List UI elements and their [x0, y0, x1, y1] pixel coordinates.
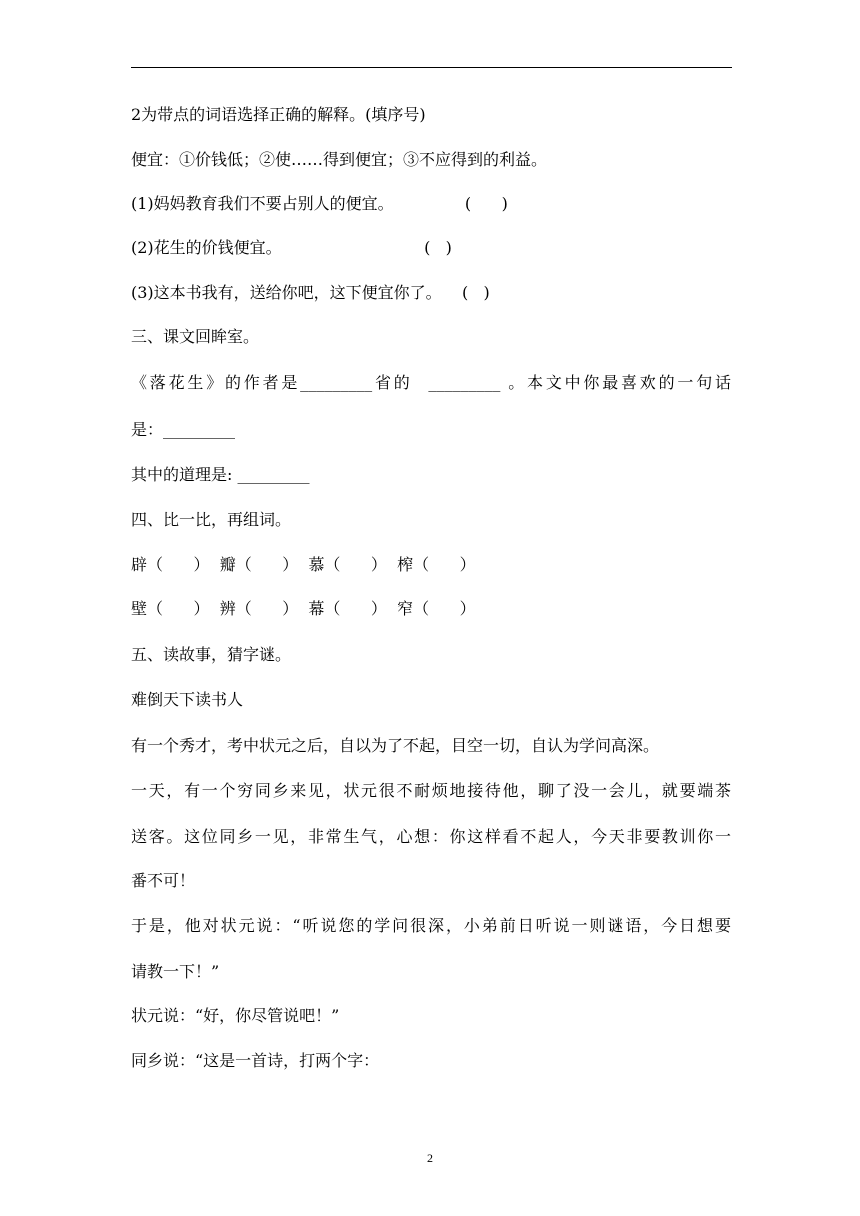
definitions-line: 便宜：①价钱低；②使……得到便宜；③不应得到的利益。	[131, 150, 548, 169]
story-paragraph-5: 同乡说：“这是一首诗，打两个字：	[131, 1051, 380, 1070]
story-paragraph-4: 状元说：“好，你尽管说吧！”	[131, 1006, 340, 1025]
question-item-1: (1)妈妈教育我们不要占别人的便宜。 ( )	[131, 194, 508, 213]
favorite-sentence-line: 是：_________	[131, 420, 236, 439]
story-title: 难倒天下读书人	[131, 690, 244, 709]
story-paragraph-3-line-1: 于是，他对状元说：“听说您的学问很深，小弟前日听说一则谜语，今日想要	[131, 916, 731, 935]
meaning-line: 其中的道理是: _________	[131, 465, 310, 484]
story-paragraph-2-line-2: 送客。这位同乡一见，非常生气，心想：你这样看不起人，今天非要教训你一	[131, 827, 731, 846]
story-paragraph-2-line-3: 番不可！	[131, 871, 196, 890]
compare-row-2: 壁（ ） 辨（ ） 幕（ ） 窄（ ）	[131, 599, 476, 618]
section-3-heading: 三、课文回眸室。	[131, 327, 260, 346]
story-paragraph-1: 有一个秀才，考中状元之后，自以为了不起，目空一切，自认为学问高深。	[131, 736, 660, 755]
author-blank-line: 《落花生》的作者是_________省的 _________ 。本文中你最喜欢的一句话	[131, 373, 731, 392]
question-item-3: (3)这本书我有，送给你吧，这下便宜你了。 ( )	[131, 283, 490, 302]
story-paragraph-3-line-2: 请教一下！”	[131, 962, 220, 981]
page-number: 2	[427, 1151, 433, 1165]
question-2-prompt: 2为带点的词语选择正确的解释。(填序号)	[131, 105, 426, 124]
header-rule	[131, 67, 732, 68]
compare-row-1: 辟（ ） 瓣（ ） 慕（ ） 榨（ ）	[131, 555, 476, 574]
story-paragraph-2-line-1: 一天，有一个穷同乡来见，状元很不耐烦地接待他，聊了没一会儿，就要端茶	[131, 781, 731, 800]
question-item-2: (2)花生的价钱便宜。 ( )	[131, 238, 452, 257]
section-4-heading: 四、比一比，再组词。	[131, 510, 292, 529]
section-5-heading: 五、读故事，猜字谜。	[131, 645, 292, 664]
